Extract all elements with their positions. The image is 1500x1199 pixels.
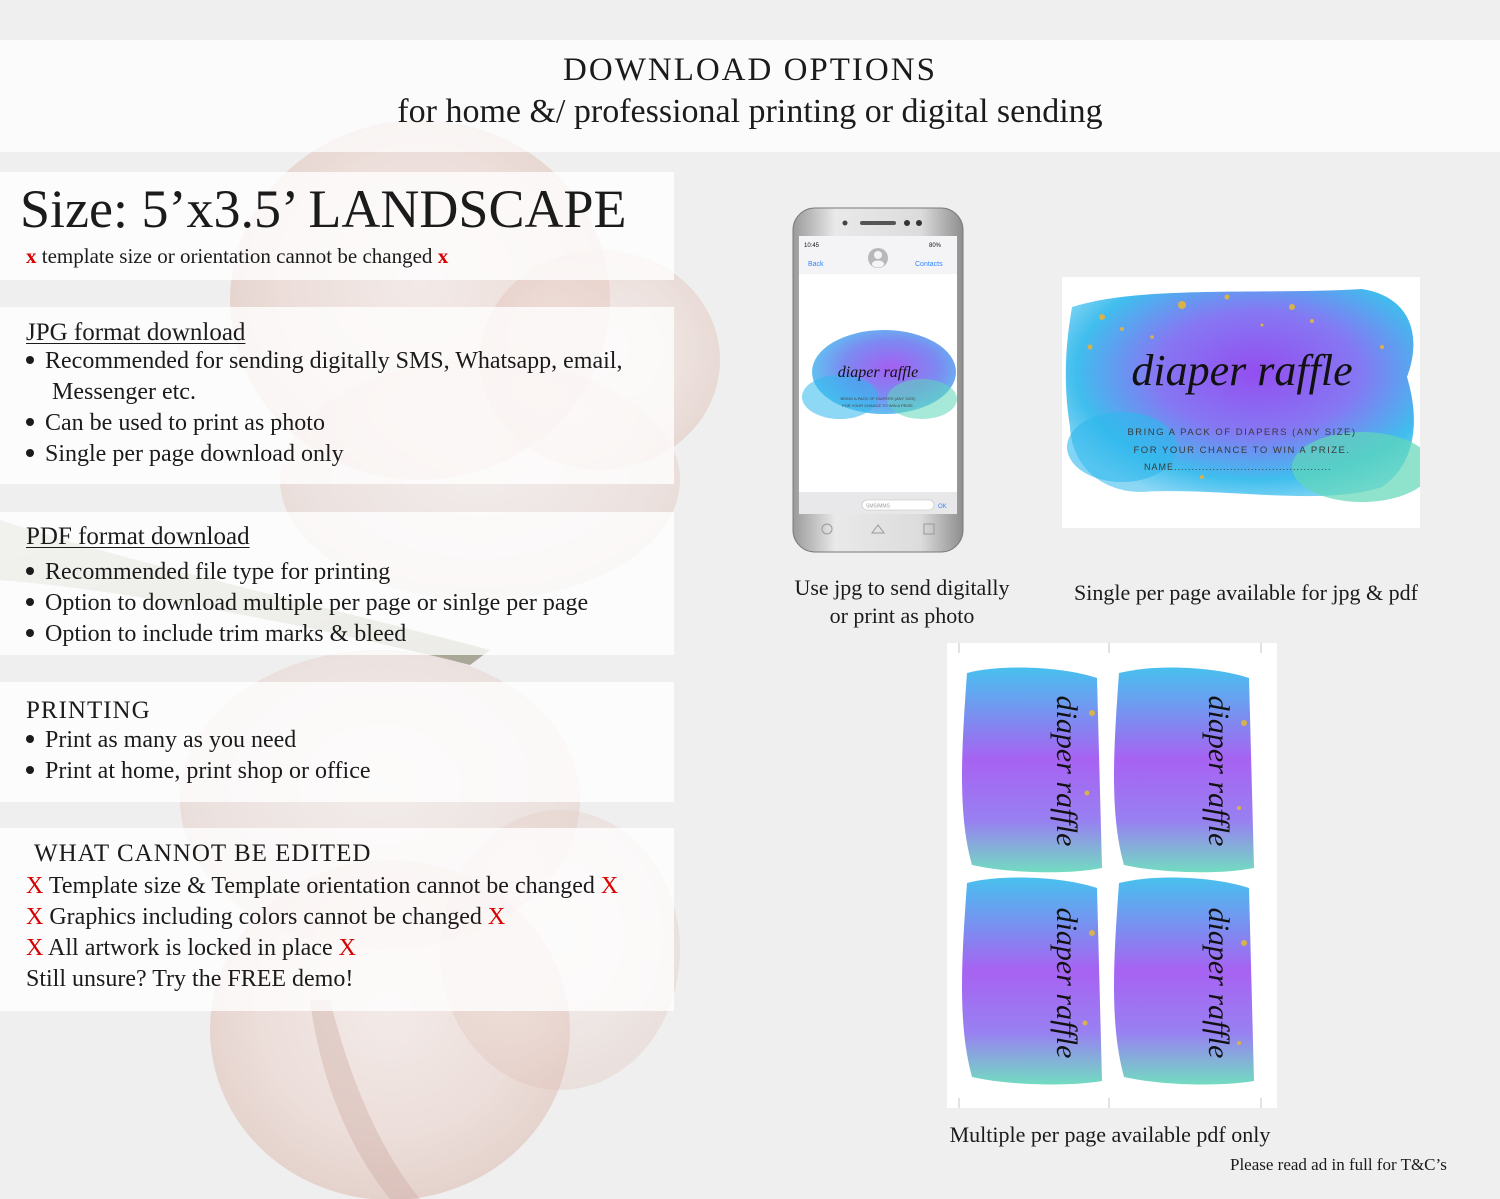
list-item: Print as many as you need (26, 727, 296, 754)
list-item: Can be used to print as photo (26, 410, 325, 437)
phone-back-button: Back (808, 261, 824, 268)
single-caption: Single per page available for jpg & pdf (1074, 580, 1418, 605)
size-title: Size: 5’x3.5’ LANDSCAPE (20, 179, 627, 239)
printing-section-title: PRINTING (26, 697, 151, 724)
bullet-icon (26, 629, 34, 637)
list-item-continuation: Messenger etc. (52, 379, 196, 405)
terms-footnote: Please read ad in full for T&C’s (1230, 1155, 1447, 1174)
list-item: X All artwork is locked in place X (26, 935, 356, 961)
list-item: X Template size & Template orientation cannot be changed X (26, 873, 619, 899)
bullet-icon (26, 418, 34, 426)
list-item: Single per page download only (26, 441, 344, 468)
svg-text:diaper raffle: diaper raffle (1202, 695, 1235, 847)
x-mark-icon: X (338, 935, 356, 961)
header-banner (0, 40, 1500, 152)
card-tile (962, 668, 1102, 873)
phone-contacts-button: Contacts (915, 261, 943, 268)
svg-text:diaper raffle: diaper raffle (1050, 695, 1083, 847)
size-note (26, 244, 448, 269)
cannot-edit-section-title: WHAT CANNOT BE EDITED (34, 840, 372, 867)
bullet-icon (26, 567, 34, 575)
single-card-preview-image (1062, 277, 1420, 528)
x-mark-icon: X (26, 873, 44, 899)
jpg-panel (0, 307, 674, 484)
bullet-icon (26, 356, 34, 364)
list-item: Option to download multiple per page or sinlge per page (26, 590, 588, 617)
page-title: DOWNLOAD OPTIONS (563, 52, 937, 88)
sms-send-button: OK (938, 504, 947, 510)
svg-text:BRING A PACK OF DIAPERS (ANY S: BRING A PACK OF DIAPERS (ANY SIZE) (840, 396, 916, 401)
list-item: X Graphics including colors cannot be changed X (26, 904, 506, 930)
list-item: Recommended for sending digitally SMS, Whatsapp, email, (26, 348, 622, 375)
printing-panel (0, 682, 674, 802)
bullet-icon (26, 766, 34, 774)
phone-caption: Use jpg to send digitally or print as photo (794, 575, 1010, 628)
card-line-3: NAME............................................. (1144, 462, 1332, 472)
card-tile (962, 878, 1102, 1085)
phone-time: 10:45 (804, 243, 820, 249)
bullet-icon (26, 735, 34, 743)
card-script-title: diaper raffle (1131, 346, 1353, 395)
sms-input: SMS/MMS (866, 503, 890, 510)
x-mark-icon: X (487, 904, 506, 930)
phone-card-title: diaper raffle (837, 364, 919, 381)
card-tile (1114, 668, 1254, 873)
watermark-text: InvitedtoPartiesShop (1068, 492, 1327, 523)
size-panel (0, 172, 674, 280)
x-mark-icon: X (26, 904, 44, 930)
svg-text:FOR YOUR CHANCE TO WIN A PRIZE: FOR YOUR CHANCE TO WIN A PRIZE. (842, 403, 914, 408)
card-line-1: BRING A PACK OF DIAPERS (ANY SIZE) (1127, 427, 1357, 438)
multi-card-sheet-image (947, 643, 1277, 1108)
x-mark-icon: X (600, 873, 619, 899)
page-subtitle: for home &/ professional printing or digital sending (397, 93, 1103, 130)
x-mark-icon: X (26, 935, 44, 961)
size-note-text: template size or orientation cannot be changed (41, 244, 433, 268)
list-item: Option to include trim marks & bleed (26, 621, 406, 648)
list-item: Print at home, print shop or office (26, 758, 371, 785)
bullet-icon (26, 598, 34, 606)
phone-mockup-image (792, 207, 964, 553)
x-mark-icon: x (437, 244, 449, 268)
bullet-icon (26, 449, 34, 457)
demo-prompt: Still unsure? Try the FREE demo! (26, 966, 354, 992)
pdf-section-title: PDF format download (26, 523, 250, 550)
card-line-2: FOR YOUR CHANCE TO WIN A PRIZE. (1133, 445, 1351, 456)
jpg-section-title: JPG format download (26, 319, 246, 346)
list-item: Recommended file type for printing (26, 559, 390, 586)
multiple-caption: Multiple per page available pdf only (949, 1122, 1271, 1147)
pdf-panel (0, 512, 674, 655)
svg-text:diaper raffle: diaper raffle (1050, 907, 1083, 1059)
card-tile (1114, 878, 1254, 1085)
svg-text:diaper raffle: diaper raffle (1202, 907, 1235, 1059)
x-mark-icon: x (26, 244, 37, 268)
phone-battery: 80% (929, 243, 942, 249)
cannot-edit-panel (0, 828, 674, 1011)
